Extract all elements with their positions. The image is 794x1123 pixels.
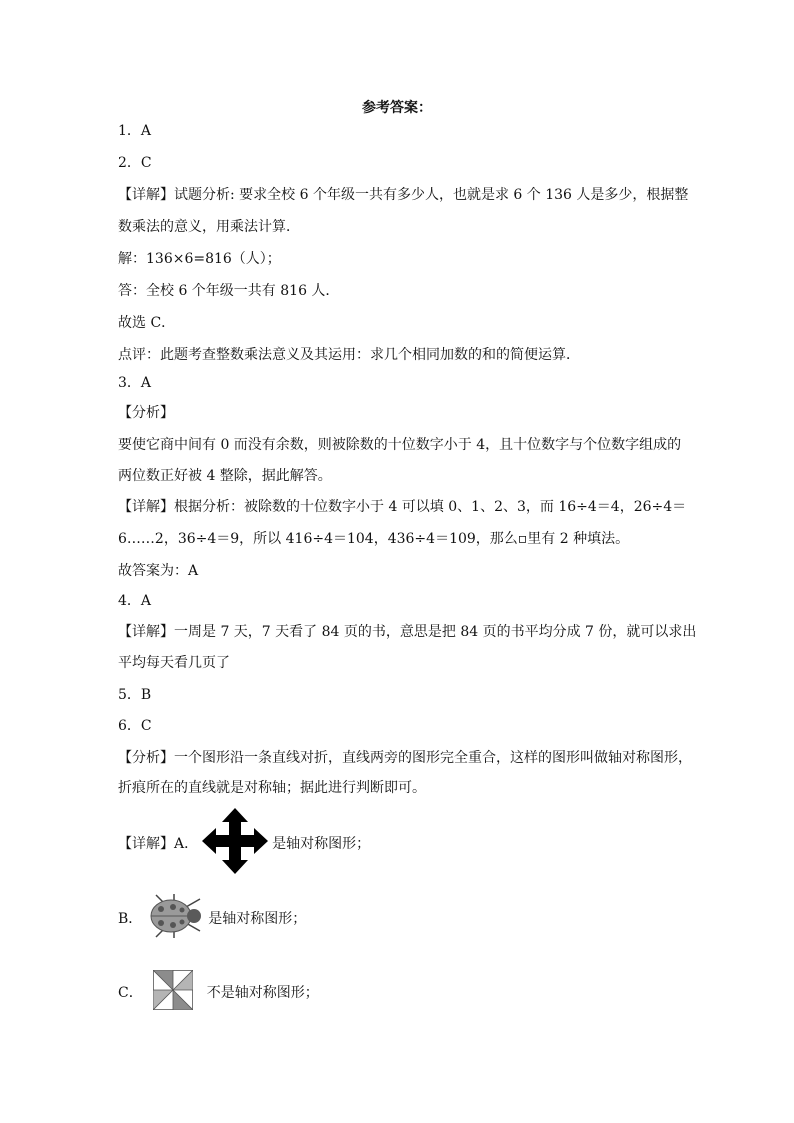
figure-b-prefix: B． bbox=[118, 911, 143, 927]
answer-line: 6．C bbox=[118, 718, 152, 734]
answer-line: 5．B bbox=[118, 687, 152, 703]
answer-line: 1．A bbox=[118, 123, 152, 139]
explanation-line: 6……2，36÷4＝9，所以 416÷4＝104，436÷4＝109，那么▫里有 2 种填法。 bbox=[118, 531, 630, 547]
explanation-line: 【详解】试题分析: 要求全校 6 个年级一共有多少人，也就是求 6 个 136 人是多少，根据整 bbox=[118, 187, 689, 203]
figure-c-suffix: 不是轴对称图形； bbox=[206, 985, 319, 1001]
explanation-line: 要使它商中间有 0 而没有余数，则被除数的十位数字小于 4，且十位数字与个位数字组成的 bbox=[118, 437, 682, 453]
figure-row-c bbox=[118, 970, 319, 1016]
figure-row-a bbox=[118, 808, 370, 880]
explanation-line: 平均每天看几页了 bbox=[118, 655, 230, 671]
explanation-line: 折痕所在的直线就是对称轴；据此进行判断即可。 bbox=[118, 780, 426, 796]
explanation-line: 两位数正好被 4 整除，据此解答。 bbox=[118, 468, 332, 484]
four-way-arrow-icon bbox=[202, 808, 268, 880]
figure-a-suffix: 是轴对称图形； bbox=[272, 836, 371, 852]
explanation-line: 数乘法的意义，用乘法计算． bbox=[118, 219, 300, 235]
answer-line: 3．A bbox=[118, 375, 152, 391]
figure-a-prefix: 【详解】A． bbox=[118, 836, 199, 852]
answer-line: 4．A bbox=[118, 593, 152, 609]
explanation-line: 故答案为：A bbox=[118, 563, 199, 579]
explanation-line: 解：136×6=816（人）； bbox=[118, 251, 281, 267]
explanation-line: 【详解】根据分析：被除数的十位数字小于 4 可以填 0、1、2、3，而 16÷4＝4，26÷4＝ bbox=[118, 499, 687, 515]
pinwheel-icon bbox=[153, 970, 193, 1016]
explanation-line: 故选 C． bbox=[118, 315, 176, 331]
figure-row-b bbox=[118, 893, 306, 945]
figure-b-suffix: 是轴对称图形； bbox=[208, 911, 307, 927]
answer-line: 2．C bbox=[118, 155, 152, 171]
explanation-line: 答：全校 6 个年级一共有 816 人． bbox=[118, 283, 340, 299]
ladybug-icon bbox=[146, 893, 204, 945]
analysis-heading: 【分析】 bbox=[118, 405, 174, 421]
figure-c-prefix: C． bbox=[118, 985, 143, 1001]
page-title: 参考答案： bbox=[362, 100, 432, 116]
explanation-line: 【详解】一周是 7 天，7 天看了 84 页的书，意思是把 84 页的书平均分成 7 份，就可以求出 bbox=[118, 624, 697, 640]
explanation-line: 点评：此题考查整数乘法意义及其运用：求几个相同加数的和的简便运算． bbox=[118, 347, 580, 363]
explanation-line: 【分析】一个图形沿一条直线对折，直线两旁的图形完全重合，这样的图形叫做轴对称图形， bbox=[118, 750, 692, 766]
